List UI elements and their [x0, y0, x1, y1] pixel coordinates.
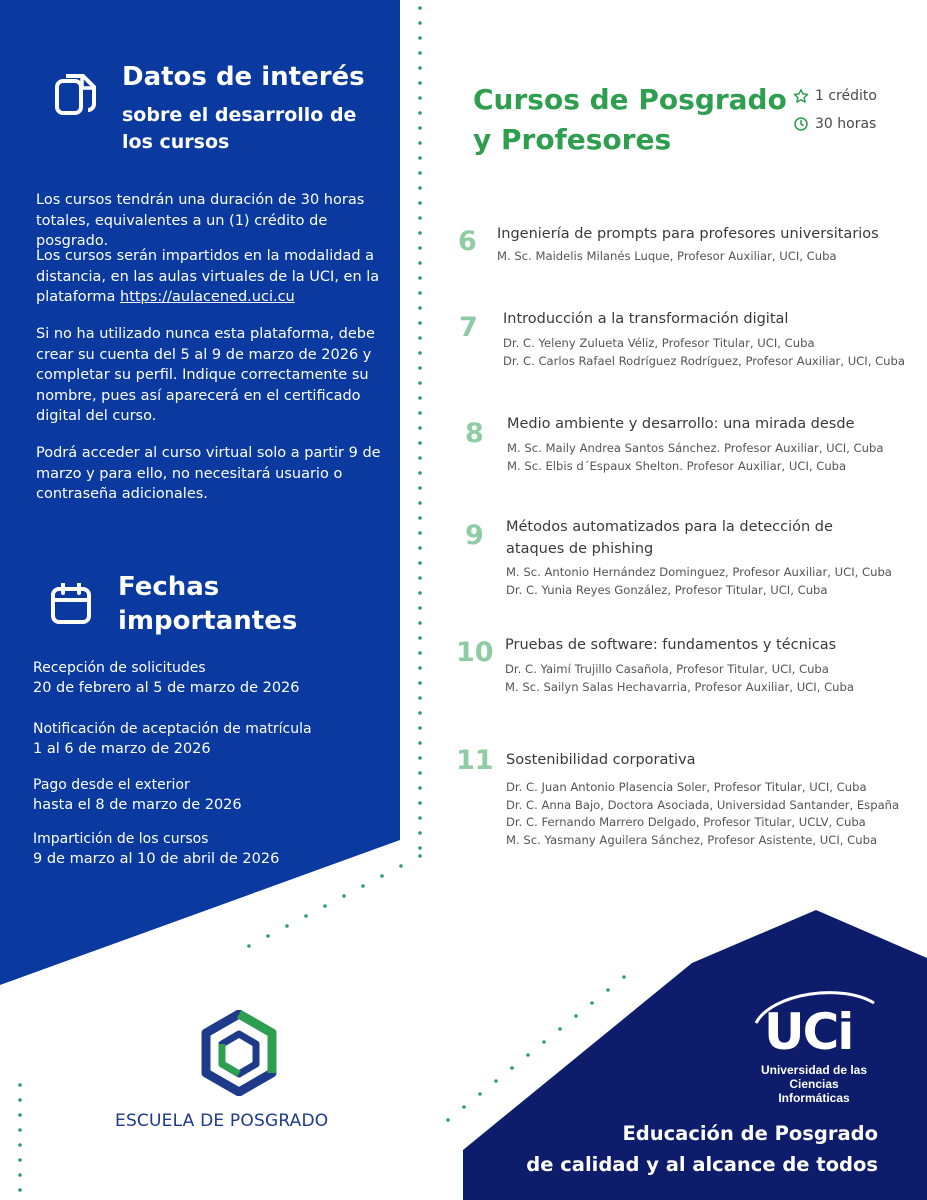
- decorative-dot: [418, 576, 422, 580]
- course-title: Pruebas de software: fundamentos y técnicas: [505, 637, 837, 653]
- decorative-dot: [542, 1040, 546, 1044]
- star-icon: [793, 88, 809, 104]
- decorative-dot: [418, 306, 422, 310]
- decorative-dot: [418, 36, 422, 40]
- decorative-dot: [590, 1001, 594, 1005]
- decorative-dot: [18, 1143, 22, 1147]
- decorative-dot: [418, 561, 422, 565]
- decorative-dot: [418, 501, 422, 505]
- course-professor: M. Sc. Antonio Hernández Dominguez, Profesor Auxiliar, UCI, Cuba: [506, 565, 892, 579]
- decorative-dot: [418, 66, 422, 70]
- decorative-dot: [462, 1105, 466, 1109]
- date-label: Impartición de los cursos: [33, 831, 209, 847]
- uci-name: Universidad de las Ciencias Informáticas: [760, 1063, 868, 1105]
- decorative-dot: [418, 591, 422, 595]
- info-paragraph-3: Si no ha utilizado nunca esta plataforma, debe crear su cuenta del 5 al 9 de marzo de 2026 y completar su perfil. Indique correctamente su nombre, pues así aparecerá en el certificado digital del curso.: [36, 326, 375, 424]
- decorative-dot: [418, 786, 422, 790]
- decorative-dot: [418, 216, 422, 220]
- decorative-dot: [510, 1066, 514, 1070]
- course-professor: Dr. C. Fernando Marrero Delgado, Profesor Titular, UCLV, Cuba: [506, 815, 866, 829]
- decorative-dot: [285, 924, 289, 928]
- course-title: Sostenibilidad corporativa: [506, 752, 696, 768]
- decorative-dot: [418, 756, 422, 760]
- decorative-dot: [418, 171, 422, 175]
- escuela-name: ESCUELA DE POSGRADO: [115, 1111, 329, 1131]
- course-title: Introducción a la transformación digital: [503, 311, 789, 327]
- decorative-dot: [418, 441, 422, 445]
- decorative-dot: [380, 874, 384, 878]
- platform-link[interactable]: https://aulacened.uci.cu: [120, 289, 295, 305]
- calendar-icon: [50, 583, 92, 625]
- course-item[interactable]: [503, 308, 905, 370]
- credit-info: [793, 88, 877, 104]
- course-professor: Dr. C. Anna Bajo, Doctora Asociada, Universidad Santander, España: [506, 797, 900, 812]
- decorative-dot: [18, 1128, 22, 1132]
- decorative-dot: [418, 381, 422, 385]
- date-item: [33, 776, 393, 815]
- course-professor: Dr. C. Yaimí Trujillo Casañola, Profesor Titular, UCI, Cuba: [505, 662, 829, 676]
- uci-logo-text: UCi: [764, 1003, 853, 1061]
- course-item[interactable]: [497, 223, 879, 266]
- decorative-dot: [18, 1083, 22, 1087]
- course-number: 9: [465, 520, 484, 551]
- decorative-dot: [418, 846, 422, 850]
- course-title: Medio ambiente y desarrollo: una mirada desde: [507, 416, 855, 432]
- decorative-dot: [418, 141, 422, 145]
- course-professor: Dr. C. Yeleny Zulueta Véliz, Profesor Titular, UCI, Cuba: [503, 336, 815, 350]
- date-label: Notificación de aceptación de matrícula: [33, 721, 312, 737]
- decorative-dot: [418, 636, 422, 640]
- decorative-dot: [418, 21, 422, 25]
- info-paragraph-1: Los cursos tendrán una duración de 30 horas totales, equivalentes a un (1) crédito de posgrado.: [36, 192, 365, 249]
- course-number: 7: [459, 312, 478, 343]
- decorative-dot: [418, 336, 422, 340]
- decorative-dot: [418, 666, 422, 670]
- decorative-dot: [418, 531, 422, 535]
- decorative-dot: [418, 711, 422, 715]
- course-professor: M. Sc. Maidelis Milanés Luque, Profesor Auxiliar, UCI, Cuba: [497, 249, 837, 263]
- decorative-dot: [418, 156, 422, 160]
- course-number: 10: [456, 637, 494, 668]
- clock-icon: [793, 116, 809, 132]
- escuela-logo: [196, 1010, 282, 1096]
- date-value: 1 al 6 de marzo de 2026: [33, 741, 211, 757]
- info-subtitle: sobre el desarrollo de los cursos: [122, 104, 357, 153]
- decorative-dot: [418, 651, 422, 655]
- decorative-dot: [478, 1092, 482, 1096]
- slogan: Educación de Posgrado de calidad y al alcance de todos: [526, 1122, 878, 1176]
- decorative-dot: [418, 351, 422, 355]
- decorative-dot: [418, 486, 422, 490]
- decorative-dot: [418, 696, 422, 700]
- copy-icon: [52, 70, 100, 120]
- course-professor: Dr. C. Carlos Rafael Rodríguez Rodríguez, Profesor Auxiliar, UCI, Cuba: [503, 353, 905, 368]
- decorative-dot: [418, 801, 422, 805]
- decorative-dot: [418, 426, 422, 430]
- decorative-dot: [418, 771, 422, 775]
- decorative-dot: [418, 396, 422, 400]
- decorative-dot: [418, 366, 422, 370]
- course-item[interactable]: [506, 749, 899, 849]
- decorative-dot: [18, 1158, 22, 1162]
- course-number: 8: [465, 418, 484, 449]
- decorative-dot: [304, 914, 308, 918]
- decorative-dot: [418, 726, 422, 730]
- decorative-dot: [418, 81, 422, 85]
- course-title: Métodos automatizados para la detección de: [506, 519, 833, 535]
- decorative-dot: [418, 621, 422, 625]
- decorative-dot: [558, 1027, 562, 1031]
- course-title: ataques de phishing: [506, 541, 654, 557]
- date-item: [33, 720, 393, 759]
- decorative-dot: [418, 186, 422, 190]
- date-label: Recepción de solicitudes: [33, 660, 206, 676]
- decorative-dot: [418, 6, 422, 10]
- decorative-dot: [606, 988, 610, 992]
- decorative-dot: [418, 471, 422, 475]
- decorative-dot: [418, 321, 422, 325]
- course-professor: M. Sc. Maily Andrea Santos Sánchez. Profesor Auxiliar, UCI, Cuba: [507, 441, 884, 455]
- date-item: [33, 659, 393, 698]
- course-item[interactable]: [507, 413, 883, 475]
- credit-label: 1 crédito: [815, 88, 877, 104]
- course-item[interactable]: [506, 516, 892, 599]
- course-professor: Dr. C. Yunia Reyes González, Profesor Titular, UCI, Cuba: [506, 582, 828, 597]
- decorative-dot: [418, 831, 422, 835]
- hours-info: [793, 116, 876, 132]
- course-professor: M. Sc. Sailyn Salas Hechavarria, Profesor Auxiliar, UCI, Cuba: [505, 679, 854, 694]
- decorative-dot: [418, 246, 422, 250]
- platform-prefix: plataforma: [36, 289, 120, 305]
- decorative-dot: [418, 854, 422, 858]
- decorative-dot: [418, 201, 422, 205]
- decorative-dot: [418, 126, 422, 130]
- decorative-dot: [446, 1118, 450, 1122]
- decorative-dot: [361, 884, 365, 888]
- decorative-dot: [418, 291, 422, 295]
- course-number: 6: [458, 226, 477, 257]
- decorative-dot: [266, 934, 270, 938]
- decorative-dot: [418, 546, 422, 550]
- decorative-dot: [418, 681, 422, 685]
- decorative-dot: [418, 741, 422, 745]
- decorative-dot: [247, 944, 251, 948]
- decorative-dot: [418, 411, 422, 415]
- courses-title: Cursos de Posgrado y Profesores: [473, 83, 787, 156]
- course-professor: M. Sc. Elbis d´Espaux Shelton. Profesor Auxiliar, UCI, Cuba: [507, 458, 847, 473]
- decorative-dot: [622, 975, 626, 979]
- decorative-dot: [418, 606, 422, 610]
- course-number: 11: [456, 745, 494, 776]
- uci-logo: [742, 985, 892, 1105]
- date-value: hasta el 8 de marzo de 2026: [33, 797, 242, 813]
- decorative-dot: [418, 276, 422, 280]
- decorative-dot: [18, 1188, 22, 1192]
- date-value: 20 de febrero al 5 de marzo de 2026: [33, 680, 300, 696]
- decorative-dot: [418, 261, 422, 265]
- dates-title: Fechas importantes: [118, 572, 298, 636]
- decorative-dot: [494, 1079, 498, 1083]
- decorative-dot: [418, 231, 422, 235]
- decorative-dot: [418, 111, 422, 115]
- decorative-dot: [418, 51, 422, 55]
- course-professor: M. Sc. Yasmany Aguilera Sánchez, Profesor Asistente, UCI, Cuba: [506, 832, 878, 847]
- course-title: Ingeniería de prompts para profesores universitarios: [497, 226, 879, 242]
- decorative-dot: [418, 96, 422, 100]
- decorative-dot: [574, 1014, 578, 1018]
- decorative-dot: [323, 904, 327, 908]
- decorative-dot: [418, 456, 422, 460]
- decorative-dot: [18, 1098, 22, 1102]
- decorative-dot: [18, 1173, 22, 1177]
- date-label: Pago desde el exterior: [33, 777, 190, 793]
- decorative-dot: [399, 864, 403, 868]
- course-item[interactable]: [505, 634, 854, 696]
- decorative-dot: [418, 516, 422, 520]
- hours-label: 30 horas: [815, 116, 877, 132]
- date-value: 9 de marzo al 10 de abril de 2026: [33, 851, 280, 867]
- info-paragraph-2: Los cursos serán impartidos en la modalidad a distancia, en las aulas virtuales de la UCI, en la plataforma https://aulacened.uci.cu: [36, 248, 380, 305]
- info-paragraph-4: Podrá acceder al curso virtual solo a partir 9 de marzo y para ello, no necesitará usuario o contraseña adicionales.: [36, 445, 381, 502]
- decorative-dot: [342, 894, 346, 898]
- info-title: Datos de interés: [122, 62, 365, 92]
- course-professor: Dr. C. Juan Antonio Plasencia Soler, Profesor Titular, UCI, Cuba: [506, 780, 867, 794]
- decorative-dot: [418, 816, 422, 820]
- date-item: [33, 830, 393, 869]
- decorative-dot: [526, 1053, 530, 1057]
- decorative-dot: [18, 1113, 22, 1117]
